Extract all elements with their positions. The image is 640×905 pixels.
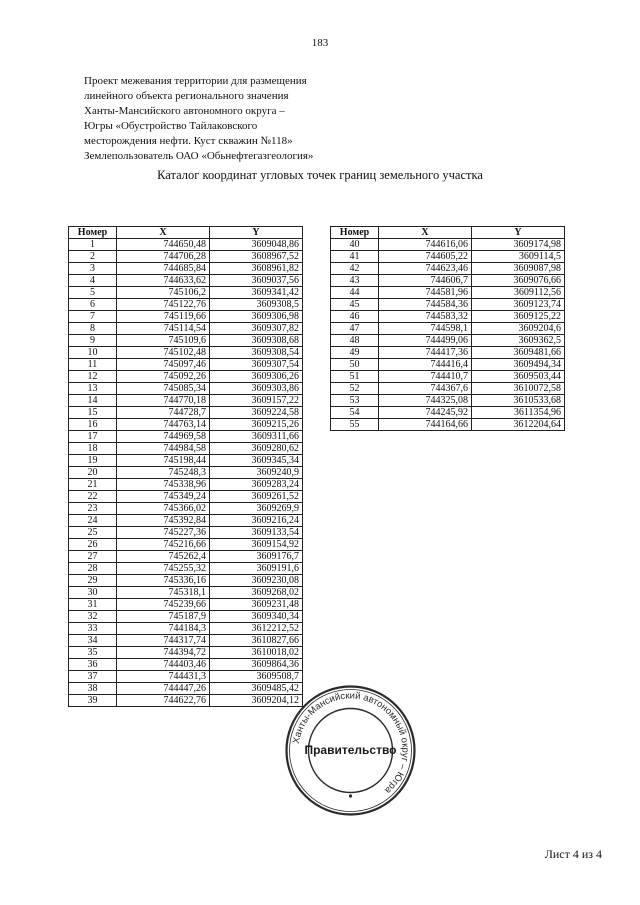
- x-coordinate-cell: 745248,3: [117, 467, 210, 479]
- x-coordinate-cell: 744633,62: [117, 275, 210, 287]
- x-coordinate-cell: 744969,58: [117, 431, 210, 443]
- y-coordinate-cell: 3609485,42: [210, 683, 303, 695]
- x-coordinate-cell: 744431,3: [117, 671, 210, 683]
- coordinates-table-left: [68, 226, 303, 707]
- table-row: [69, 299, 303, 311]
- x-coordinate-cell: 745336,16: [117, 575, 210, 587]
- header-line: Проект межевания территории для размещения: [84, 75, 307, 87]
- column-header-x: X: [379, 227, 472, 239]
- y-coordinate-cell: 3609215,26: [210, 419, 303, 431]
- x-coordinate-cell: 744622,76: [117, 695, 210, 707]
- point-number-cell: 39: [69, 695, 117, 707]
- table-row: [69, 599, 303, 611]
- point-number-cell: 32: [69, 611, 117, 623]
- point-number-cell: 9: [69, 335, 117, 347]
- table-row: [69, 659, 303, 671]
- y-coordinate-cell: 3609191,6: [210, 563, 303, 575]
- point-number-cell: 28: [69, 563, 117, 575]
- point-number-cell: 49: [331, 347, 379, 359]
- y-coordinate-cell: 3609340,34: [210, 611, 303, 623]
- table-row: [69, 683, 303, 695]
- point-number-cell: 53: [331, 395, 379, 407]
- x-coordinate-cell: 744606,7: [379, 275, 472, 287]
- y-coordinate-cell: 3609133,54: [210, 527, 303, 539]
- x-coordinate-cell: 744317,74: [117, 635, 210, 647]
- point-number-cell: 5: [69, 287, 117, 299]
- table-row: [331, 347, 565, 359]
- y-coordinate-cell: 3609112,56: [472, 287, 565, 299]
- point-number-cell: 14: [69, 395, 117, 407]
- x-coordinate-cell: 745227,36: [117, 527, 210, 539]
- x-coordinate-cell: 744367,6: [379, 383, 472, 395]
- header-line: Землепользователь ОАО «Обьнефтегазгеология»: [84, 150, 314, 162]
- x-coordinate-cell: 744770,18: [117, 395, 210, 407]
- point-number-cell: 44: [331, 287, 379, 299]
- y-coordinate-cell: 3609269,9: [210, 503, 303, 515]
- header-line: Югры «Обустройство Тайлаковского: [84, 120, 258, 132]
- table-row: [69, 491, 303, 503]
- x-coordinate-cell: 745114,54: [117, 323, 210, 335]
- y-coordinate-cell: 3609204,6: [472, 323, 565, 335]
- point-number-cell: 43: [331, 275, 379, 287]
- point-number-cell: 45: [331, 299, 379, 311]
- y-coordinate-cell: 3609157,22: [210, 395, 303, 407]
- y-coordinate-cell: 3609123,74: [472, 299, 565, 311]
- table-row: [331, 299, 565, 311]
- point-number-cell: 47: [331, 323, 379, 335]
- x-coordinate-cell: 745366,02: [117, 503, 210, 515]
- y-coordinate-cell: 3612204,64: [472, 419, 565, 431]
- table-row: [69, 455, 303, 467]
- y-coordinate-cell: 3609174,98: [472, 239, 565, 251]
- x-coordinate-cell: 745106,2: [117, 287, 210, 299]
- point-number-cell: 38: [69, 683, 117, 695]
- y-coordinate-cell: 3609481,66: [472, 347, 565, 359]
- y-coordinate-cell: 3609362,5: [472, 335, 565, 347]
- table-row: [69, 383, 303, 395]
- coordinates-table-right: [330, 226, 565, 431]
- point-number-cell: 18: [69, 443, 117, 455]
- table-row: [69, 503, 303, 515]
- point-number-cell: 13: [69, 383, 117, 395]
- page-number: 183: [311, 37, 329, 49]
- x-coordinate-cell: 745198,44: [117, 455, 210, 467]
- stamp-dot: [349, 794, 352, 797]
- table-row: [69, 335, 303, 347]
- y-coordinate-cell: 3609048,86: [210, 239, 303, 251]
- y-coordinate-cell: 3609087,98: [472, 263, 565, 275]
- y-coordinate-cell: 3609283,24: [210, 479, 303, 491]
- y-coordinate-cell: 3609268,02: [210, 587, 303, 599]
- point-number-cell: 42: [331, 263, 379, 275]
- point-number-cell: 48: [331, 335, 379, 347]
- table-row: [331, 383, 565, 395]
- table-row: [69, 527, 303, 539]
- table-row: [331, 239, 565, 251]
- table-row: [69, 287, 303, 299]
- catalog-title: Каталог координат угловых точек границ земельного участка: [157, 168, 483, 182]
- table-row: [69, 311, 303, 323]
- column-header-y: Y: [210, 227, 303, 239]
- y-coordinate-cell: 3611354,96: [472, 407, 565, 419]
- table-row: [331, 311, 565, 323]
- point-number-cell: 2: [69, 251, 117, 263]
- column-header-number: Номер: [69, 227, 117, 239]
- header-line: Ханты-Мансийского автономного округа –: [84, 105, 285, 117]
- point-number-cell: 41: [331, 251, 379, 263]
- table-row: [69, 647, 303, 659]
- y-coordinate-cell: 3609864,36: [210, 659, 303, 671]
- y-coordinate-cell: 3609224,58: [210, 407, 303, 419]
- table-row: [69, 551, 303, 563]
- x-coordinate-cell: 744616,06: [379, 239, 472, 251]
- column-header-y: Y: [472, 227, 565, 239]
- x-coordinate-cell: 744623,46: [379, 263, 472, 275]
- project-header: [84, 74, 384, 164]
- table-row: [69, 407, 303, 419]
- y-coordinate-cell: 3609303,86: [210, 383, 303, 395]
- y-coordinate-cell: 3609204,12: [210, 695, 303, 707]
- point-number-cell: 6: [69, 299, 117, 311]
- x-coordinate-cell: 745102,48: [117, 347, 210, 359]
- x-coordinate-cell: 744417,36: [379, 347, 472, 359]
- y-coordinate-cell: 3609280,62: [210, 443, 303, 455]
- point-number-cell: 20: [69, 467, 117, 479]
- table-row: [69, 323, 303, 335]
- point-number-cell: 23: [69, 503, 117, 515]
- point-number-cell: 36: [69, 659, 117, 671]
- y-coordinate-cell: 3609307,82: [210, 323, 303, 335]
- point-number-cell: 29: [69, 575, 117, 587]
- point-number-cell: 46: [331, 311, 379, 323]
- x-coordinate-cell: 744164,66: [379, 419, 472, 431]
- x-coordinate-cell: 744984,58: [117, 443, 210, 455]
- x-coordinate-cell: 745349,24: [117, 491, 210, 503]
- y-coordinate-cell: 3609503,44: [472, 371, 565, 383]
- point-number-cell: 25: [69, 527, 117, 539]
- y-coordinate-cell: 3610827,66: [210, 635, 303, 647]
- table-row: [331, 275, 565, 287]
- point-number-cell: 55: [331, 419, 379, 431]
- y-coordinate-cell: 3609308,54: [210, 347, 303, 359]
- x-coordinate-cell: 744499,06: [379, 335, 472, 347]
- column-header-number: Номер: [331, 227, 379, 239]
- point-number-cell: 33: [69, 623, 117, 635]
- y-coordinate-cell: 3609508,7: [210, 671, 303, 683]
- point-number-cell: 15: [69, 407, 117, 419]
- table-row: [69, 443, 303, 455]
- y-coordinate-cell: 3610018,02: [210, 647, 303, 659]
- point-number-cell: 11: [69, 359, 117, 371]
- y-coordinate-cell: 3609341,42: [210, 287, 303, 299]
- x-coordinate-cell: 744410,7: [379, 371, 472, 383]
- x-coordinate-cell: 744763,14: [117, 419, 210, 431]
- table-row: [69, 635, 303, 647]
- y-coordinate-cell: 3609261,52: [210, 491, 303, 503]
- point-number-cell: 54: [331, 407, 379, 419]
- y-coordinate-cell: 3610072,58: [472, 383, 565, 395]
- point-number-cell: 35: [69, 647, 117, 659]
- y-coordinate-cell: 3609154,92: [210, 539, 303, 551]
- y-coordinate-cell: 3609125,22: [472, 311, 565, 323]
- y-coordinate-cell: 3609114,5: [472, 251, 565, 263]
- table-row: [69, 431, 303, 443]
- table-row: [331, 323, 565, 335]
- point-number-cell: 3: [69, 263, 117, 275]
- y-coordinate-cell: 3609176,7: [210, 551, 303, 563]
- point-number-cell: 30: [69, 587, 117, 599]
- x-coordinate-cell: 744184,3: [117, 623, 210, 635]
- x-coordinate-cell: 744650,48: [117, 239, 210, 251]
- y-coordinate-cell: 3609308,68: [210, 335, 303, 347]
- table-row: [69, 671, 303, 683]
- column-header-x: X: [117, 227, 210, 239]
- x-coordinate-cell: 745097,46: [117, 359, 210, 371]
- x-coordinate-cell: 744706,28: [117, 251, 210, 263]
- y-coordinate-cell: 3609216,24: [210, 515, 303, 527]
- x-coordinate-cell: 744403,46: [117, 659, 210, 671]
- table-row: [69, 587, 303, 599]
- x-coordinate-cell: 744685,84: [117, 263, 210, 275]
- x-coordinate-cell: 744416,4: [379, 359, 472, 371]
- x-coordinate-cell: 745318,1: [117, 587, 210, 599]
- table-row: [69, 623, 303, 635]
- x-coordinate-cell: 745338,96: [117, 479, 210, 491]
- table-row: [69, 239, 303, 251]
- point-number-cell: 50: [331, 359, 379, 371]
- table-row: [69, 275, 303, 287]
- table-row: [69, 611, 303, 623]
- point-number-cell: 19: [69, 455, 117, 467]
- x-coordinate-cell: 745122,76: [117, 299, 210, 311]
- point-number-cell: 12: [69, 371, 117, 383]
- table-row: [69, 467, 303, 479]
- point-number-cell: 22: [69, 491, 117, 503]
- table-row: [331, 395, 565, 407]
- header-line: месторождения нефти. Куст скважин №118»: [84, 135, 293, 147]
- table-row: [69, 419, 303, 431]
- point-number-cell: 51: [331, 371, 379, 383]
- point-number-cell: 21: [69, 479, 117, 491]
- table-row: [331, 335, 565, 347]
- y-coordinate-cell: 3608961,82: [210, 263, 303, 275]
- x-coordinate-cell: 744584,36: [379, 299, 472, 311]
- stamp-center-text: Правительство: [304, 743, 397, 757]
- table-row: [331, 371, 565, 383]
- y-coordinate-cell: 3609037,56: [210, 275, 303, 287]
- x-coordinate-cell: 745187,9: [117, 611, 210, 623]
- point-number-cell: 34: [69, 635, 117, 647]
- x-coordinate-cell: 744245,92: [379, 407, 472, 419]
- point-number-cell: 8: [69, 323, 117, 335]
- table-row: [69, 695, 303, 707]
- point-number-cell: 17: [69, 431, 117, 443]
- y-coordinate-cell: 3609308,5: [210, 299, 303, 311]
- table-header-row: [69, 227, 303, 239]
- point-number-cell: 27: [69, 551, 117, 563]
- table-row: [69, 359, 303, 371]
- table-row: [69, 563, 303, 575]
- y-coordinate-cell: 3609494,34: [472, 359, 565, 371]
- x-coordinate-cell: 744447,26: [117, 683, 210, 695]
- y-coordinate-cell: 3609076,66: [472, 275, 565, 287]
- y-coordinate-cell: 3612212,52: [210, 623, 303, 635]
- point-number-cell: 4: [69, 275, 117, 287]
- x-coordinate-cell: 744325,08: [379, 395, 472, 407]
- x-coordinate-cell: 745109,6: [117, 335, 210, 347]
- x-coordinate-cell: 745085,34: [117, 383, 210, 395]
- y-coordinate-cell: 3609240,9: [210, 467, 303, 479]
- y-coordinate-cell: 3609231,48: [210, 599, 303, 611]
- x-coordinate-cell: 745119,66: [117, 311, 210, 323]
- x-coordinate-cell: 745216,66: [117, 539, 210, 551]
- x-coordinate-cell: 744598,1: [379, 323, 472, 335]
- x-coordinate-cell: 745239,66: [117, 599, 210, 611]
- y-coordinate-cell: 3609307,54: [210, 359, 303, 371]
- table-row: [331, 407, 565, 419]
- point-number-cell: 37: [69, 671, 117, 683]
- x-coordinate-cell: 745392,84: [117, 515, 210, 527]
- point-number-cell: 10: [69, 347, 117, 359]
- point-number-cell: 24: [69, 515, 117, 527]
- official-stamp: [283, 683, 418, 818]
- x-coordinate-cell: 745092,26: [117, 371, 210, 383]
- point-number-cell: 52: [331, 383, 379, 395]
- y-coordinate-cell: 3609345,34: [210, 455, 303, 467]
- point-number-cell: 40: [331, 239, 379, 251]
- header-line: линейного объекта регионального значения: [84, 90, 289, 102]
- y-coordinate-cell: 3609306,98: [210, 311, 303, 323]
- point-number-cell: 26: [69, 539, 117, 551]
- x-coordinate-cell: 744581,96: [379, 287, 472, 299]
- table-row: [69, 371, 303, 383]
- table-row: [69, 395, 303, 407]
- x-coordinate-cell: 744605,22: [379, 251, 472, 263]
- x-coordinate-cell: 744394,72: [117, 647, 210, 659]
- x-coordinate-cell: 745255,32: [117, 563, 210, 575]
- table-row: [69, 575, 303, 587]
- x-coordinate-cell: 744583,32: [379, 311, 472, 323]
- y-coordinate-cell: 3609230,08: [210, 575, 303, 587]
- y-coordinate-cell: 3608967,52: [210, 251, 303, 263]
- table-header-row: [331, 227, 565, 239]
- table-row: [331, 419, 565, 431]
- stamp-arc-text: Ханты-Мансийский автономный округ – Югра: [290, 690, 411, 796]
- table-row: [331, 263, 565, 275]
- point-number-cell: 1: [69, 239, 117, 251]
- table-row: [69, 263, 303, 275]
- table-row: [69, 347, 303, 359]
- sheet-label: Лист 4 из 4: [544, 847, 602, 861]
- y-coordinate-cell: 3609306,26: [210, 371, 303, 383]
- point-number-cell: 7: [69, 311, 117, 323]
- x-coordinate-cell: 745262,4: [117, 551, 210, 563]
- point-number-cell: 31: [69, 599, 117, 611]
- point-number-cell: 16: [69, 419, 117, 431]
- table-row: [331, 287, 565, 299]
- table-row: [331, 359, 565, 371]
- y-coordinate-cell: 3610533,68: [472, 395, 565, 407]
- table-row: [69, 539, 303, 551]
- x-coordinate-cell: 744728,7: [117, 407, 210, 419]
- y-coordinate-cell: 3609311,66: [210, 431, 303, 443]
- table-row: [69, 479, 303, 491]
- table-row: [331, 251, 565, 263]
- table-row: [69, 515, 303, 527]
- table-row: [69, 251, 303, 263]
